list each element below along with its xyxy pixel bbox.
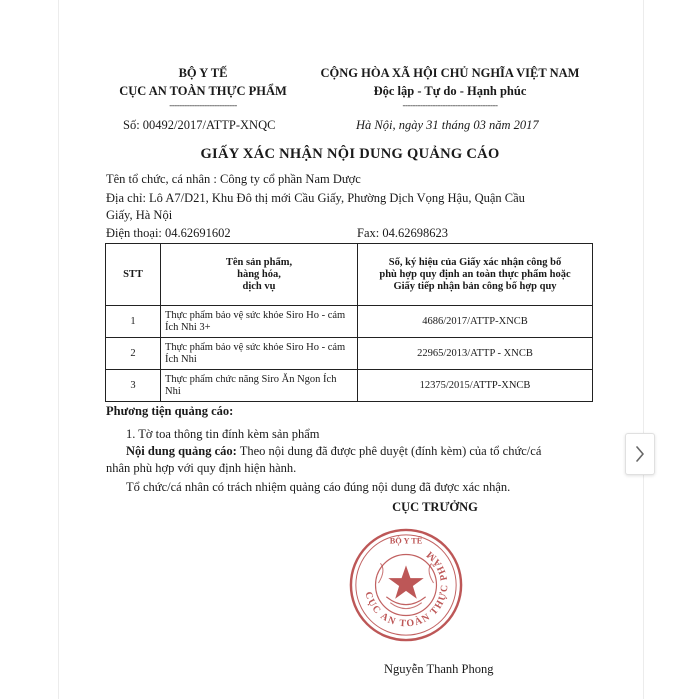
header-code-line: Giấy tiếp nhận bản công bố hợp quy [393,280,557,292]
content-label: Nội dung quảng cáo: [126,444,237,458]
country-name: CỘNG HÒA XÃ HỘI CHỦ NGHĨA VIỆT NAM [320,66,580,80]
org-fax: Fax: 04.62698623 [357,226,448,240]
header-right-dashes: -------------------------------------- [402,100,498,110]
chevron-right-icon [635,446,645,462]
row-certificate-code: 12375/2015/ATTP-XNCB [358,370,593,402]
official-seal [347,526,465,644]
signer-name: Nguyễn Thanh Phong [384,662,494,676]
row-stt: 3 [106,370,161,402]
table-header-row [106,244,593,306]
table-row [106,306,593,338]
header-name-line: hàng hóa, [237,268,281,280]
row-stt: 2 [106,338,161,370]
responsibility-note: Tổ chức/cá nhân có trách nhiệm quảng cáo đúng nội dung đã được xác nhận. [126,480,511,494]
next-image-button[interactable] [625,433,655,475]
header-certificate-code [358,244,593,306]
content-line1 [126,444,541,459]
org-name: Tên tổ chức, cá nhân : Công ty cổ phần Nam Dược [106,172,361,186]
ministry-name: BỘ Y TẾ [178,66,228,80]
row-product-name: Thực phẩm bảo vệ sức khỏe Siro Ho - cảm Ích Nhi 3+ [161,306,358,338]
header-stt: STT [106,244,161,306]
agency-name: CỤC AN TOÀN THỰC PHẨM [119,84,287,98]
header-name-line: Tên sản phẩm, [225,256,293,268]
seal-top-text: BỘ Y TẾ [389,536,423,546]
document-number: Số: 00492/2017/ATTP-XNQC [123,118,276,132]
org-address-line2: Giấy, Hà Nội [106,208,173,222]
place-date: Hà Nội, ngày 31 tháng 03 năm 2017 [356,118,539,132]
row-certificate-code: 4686/2017/ATTP-XNCB [358,306,593,338]
header-name-line: dịch vụ [242,280,276,292]
table-row [106,370,593,402]
org-phone: Điện thoại: 04.62691602 [106,226,231,240]
header-code-line: Số, ký hiệu của Giấy xác nhận công bố [388,256,562,268]
country-motto: Độc lập - Tự do - Hạnh phúc [373,84,527,98]
header-code-line: phù hợp quy định an toàn thực phẩm hoặc [379,268,571,280]
star-icon [388,565,423,598]
row-product-name: Thực phẩm bảo vệ sức khỏe Siro Ho - cảm Ích Nhi [161,338,358,370]
row-stt: 1 [106,306,161,338]
media-item-1: 1. Tờ toa thông tin đính kèm sản phẩm [126,427,320,441]
content-text: Theo nội dung đã được phê duyệt (đính kèm) của tổ chức/cá [236,444,542,458]
content-line2: nhân phù hợp với quy định hiện hành. [106,461,297,475]
org-address-line1: Địa chỉ: Lô A7/D21, Khu Đô thị mới Cầu Giấy, Phường Dịch Vọng Hậu, Quận Cầu [106,191,525,205]
header-left-dashes: --------------------------- [169,100,237,110]
document-title: GIẤY XÁC NHẬN NỘI DUNG QUẢNG CÁO [200,146,500,162]
row-certificate-code: 22965/2013/ATTP - XNCB [358,338,593,370]
seal-ring-text: CỤC AN TOÀN THỰC PHẨM [362,547,451,630]
signer-role: CỤC TRƯỞNG [392,500,478,514]
header-product-name [161,244,358,306]
media-heading: Phương tiện quảng cáo: [106,404,234,418]
row-product-name: Thực phẩm chức năng Siro Ăn Ngon Ích Nhi [161,370,358,402]
table-row [106,338,593,370]
product-table [105,243,593,402]
